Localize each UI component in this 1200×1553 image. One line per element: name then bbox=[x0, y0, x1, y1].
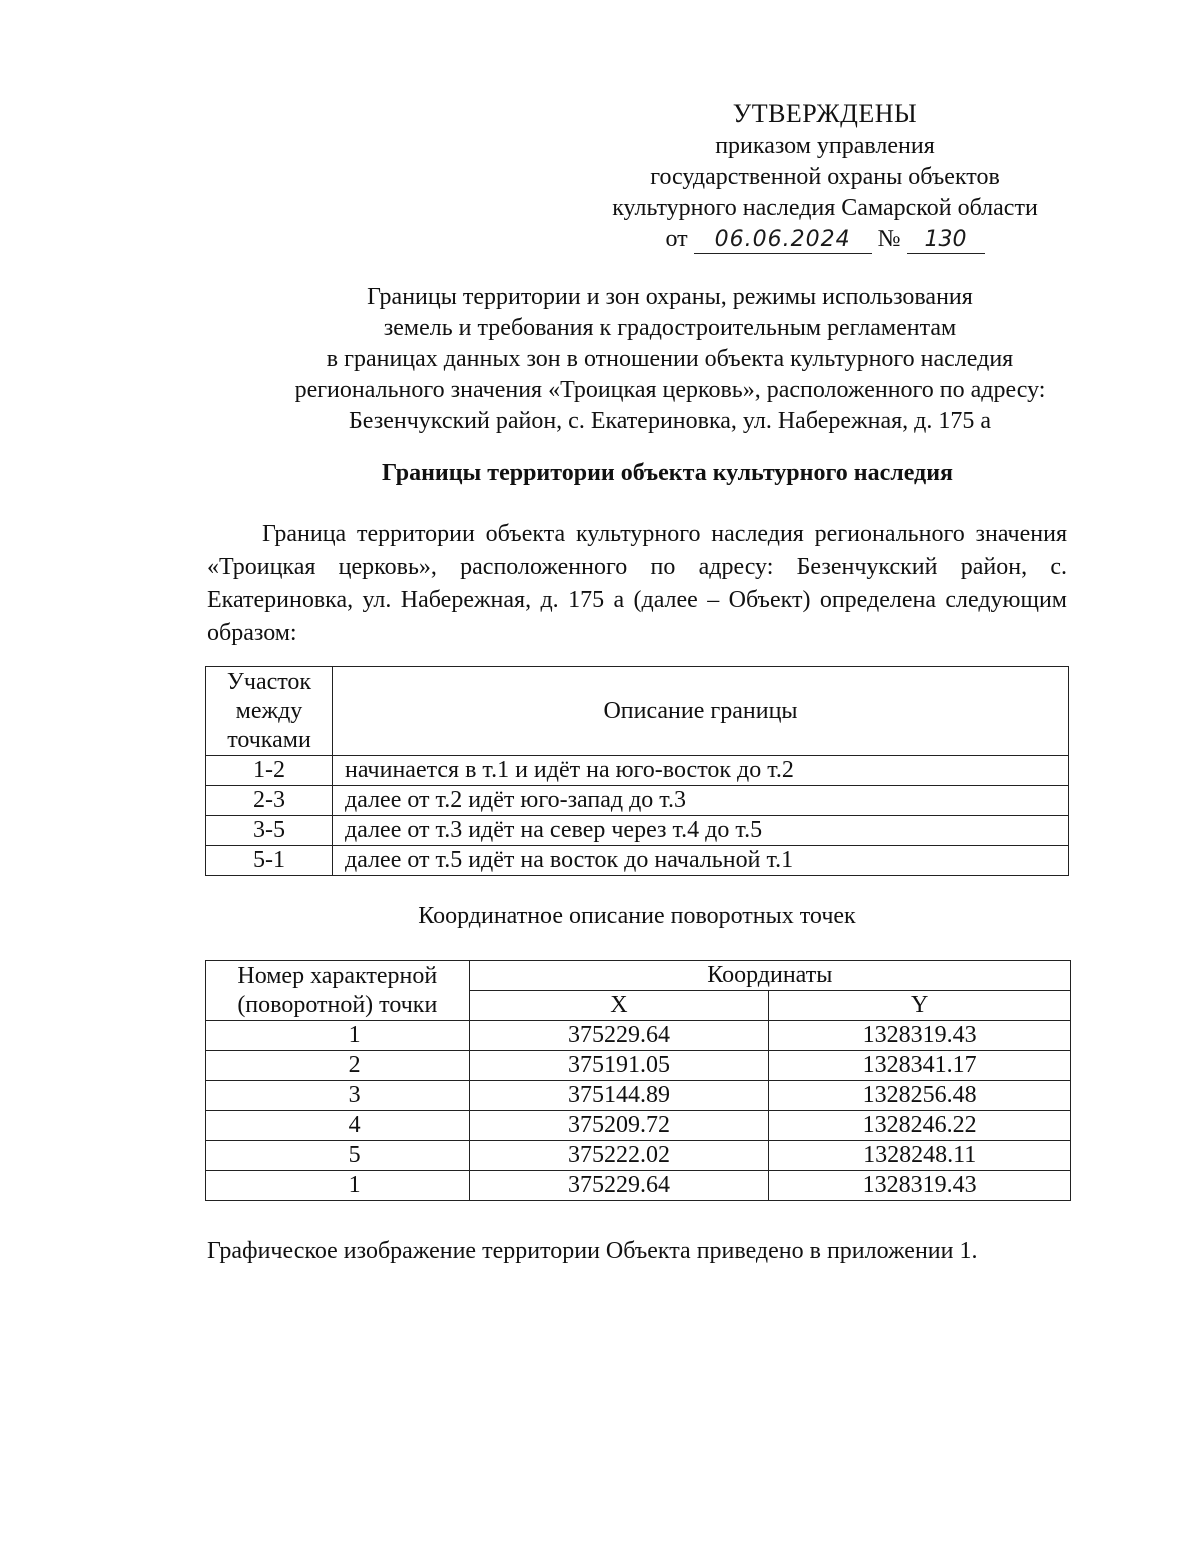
document-title bbox=[120, 282, 1200, 437]
header-line: (поворотной) точки bbox=[237, 991, 438, 1018]
table-row bbox=[206, 1111, 1071, 1141]
table-row bbox=[206, 1021, 1071, 1051]
table-row bbox=[206, 1081, 1071, 1111]
x-cell: 375222.02 bbox=[469, 1141, 769, 1171]
description-cell: далее от т.2 идёт юго-запад до т.3 bbox=[333, 786, 1069, 816]
x-cell: 375191.05 bbox=[469, 1051, 769, 1081]
boundary-paragraph: Граница территории объекта культурного наследия регионального значения «Троицкая церковь», расположенного по адресу: Безенчукский район, с. Екатериновка, ул. Набережная, д. 175 а (далее – Объект) определена следующим образом: bbox=[207, 521, 1067, 646]
segment-cell: 1-2 bbox=[206, 756, 333, 786]
date-prefix: от bbox=[665, 226, 688, 252]
title-line: Безенчукский район, с. Екатериновка, ул. Набережная, д. 175 а bbox=[348, 408, 991, 434]
coords-table bbox=[205, 960, 1071, 1201]
table-header-row bbox=[206, 961, 1071, 991]
segment-cell: 5-1 bbox=[206, 846, 333, 876]
table-row bbox=[206, 816, 1069, 846]
y-cell: 1328319.43 bbox=[769, 1171, 1071, 1201]
y-cell: 1328256.48 bbox=[769, 1081, 1071, 1111]
title-line: регионального значения «Троицкая церковь», расположенного по адресу: bbox=[294, 377, 1046, 403]
approval-line: приказом управления bbox=[715, 133, 935, 159]
title-line: Границы территории и зон охраны, режимы использования bbox=[367, 284, 973, 310]
header-line: точками bbox=[227, 726, 311, 753]
final-sentence: Графическое изображение территории Объекта приведено в приложении 1. bbox=[207, 1238, 978, 1264]
description-cell: далее от т.5 идёт на восток до начальной т.1 bbox=[333, 846, 1069, 876]
title-line: земель и требования к градостроительным регламентам bbox=[383, 315, 957, 341]
approval-heading: УТВЕРЖДЕНЫ bbox=[732, 99, 918, 128]
table-header-row bbox=[206, 667, 1069, 756]
segment-cell: 3-5 bbox=[206, 816, 333, 846]
x-header: X bbox=[469, 991, 769, 1021]
y-cell: 1328246.22 bbox=[769, 1111, 1071, 1141]
handwritten-date: 06.06.2024 bbox=[694, 227, 872, 254]
point-header bbox=[206, 961, 470, 1021]
description-cell: начинается в т.1 и идёт на юго-восток до т.2 bbox=[333, 756, 1069, 786]
x-cell: 375229.64 bbox=[469, 1171, 769, 1201]
y-cell: 1328341.17 bbox=[769, 1051, 1071, 1081]
coords-caption: Координатное описание поворотных точек bbox=[418, 903, 856, 929]
x-cell: 375144.89 bbox=[469, 1081, 769, 1111]
segment-header bbox=[206, 667, 333, 756]
point-cell: 4 bbox=[206, 1111, 470, 1141]
boundary-table bbox=[205, 666, 1069, 876]
point-cell: 5 bbox=[206, 1141, 470, 1171]
number-prefix: № bbox=[877, 226, 901, 252]
header-line: между bbox=[235, 697, 303, 724]
table-row bbox=[206, 1141, 1071, 1171]
approval-line: культурного наследия Самарской области bbox=[612, 195, 1038, 221]
point-cell: 3 bbox=[206, 1081, 470, 1111]
point-cell: 1 bbox=[206, 1171, 470, 1201]
header-line: Номер характерной bbox=[237, 962, 438, 989]
handwritten-number: 130 bbox=[907, 227, 985, 254]
table-row bbox=[206, 1171, 1071, 1201]
approval-line: государственной охраны объектов bbox=[650, 164, 1000, 190]
y-header: Y bbox=[769, 991, 1071, 1021]
point-cell: 1 bbox=[206, 1021, 470, 1051]
y-cell: 1328319.43 bbox=[769, 1021, 1071, 1051]
y-cell: 1328248.11 bbox=[769, 1141, 1071, 1171]
x-cell: 375209.72 bbox=[469, 1111, 769, 1141]
coords-header: Координаты bbox=[469, 961, 1070, 991]
point-cell: 2 bbox=[206, 1051, 470, 1081]
description-header: Описание границы bbox=[333, 667, 1069, 756]
table-row bbox=[206, 786, 1069, 816]
approval-date-line bbox=[560, 224, 1090, 255]
x-cell: 375229.64 bbox=[469, 1021, 769, 1051]
table-row bbox=[206, 756, 1069, 786]
description-cell: далее от т.3 идёт на север через т.4 до т.5 bbox=[333, 816, 1069, 846]
title-line: в границах данных зон в отношении объекта культурного наследия bbox=[326, 346, 1014, 372]
approval-block bbox=[560, 98, 1090, 255]
header-line: Участок bbox=[226, 668, 312, 695]
table-row bbox=[206, 1051, 1071, 1081]
section-title: Границы территории объекта культурного наследия bbox=[381, 460, 954, 486]
segment-cell: 2-3 bbox=[206, 786, 333, 816]
table-row bbox=[206, 846, 1069, 876]
